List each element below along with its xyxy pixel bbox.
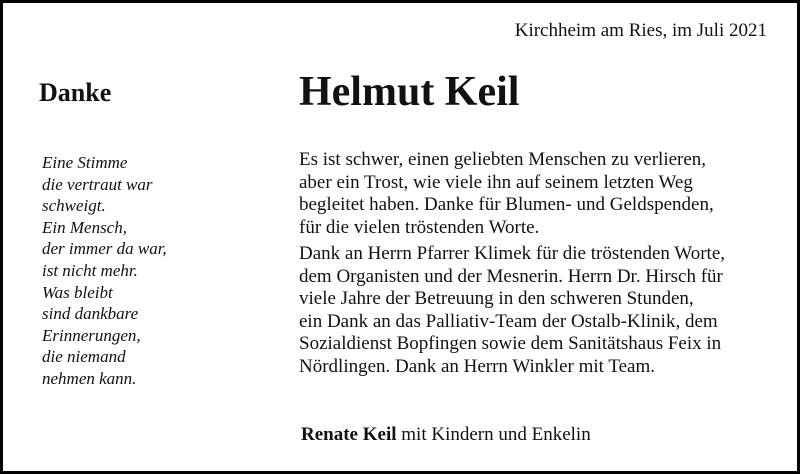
poem <box>42 152 167 390</box>
text-line: dem Organisten und der Mesnerin. Herrn Dr. Hirsch für <box>299 265 723 287</box>
poem-line: nehmen kann. <box>42 368 137 388</box>
poem-line: ist nicht mehr. <box>42 260 138 280</box>
text-line: Nördlingen. Dank an Herrn Winkler mit Team. <box>299 355 655 377</box>
text-line: aber ein Trost, wie viele ihn auf seinem letzten Weg <box>299 171 693 193</box>
deceased-name: Helmut Keil <box>299 69 520 115</box>
place-date: Kirchheim am Ries, im Juli 2021 <box>514 20 767 41</box>
paragraph-1 <box>299 149 779 239</box>
poem-line: schweigt. <box>42 196 106 216</box>
signature-rest: mit Kindern und Enkelin <box>401 424 591 445</box>
text-line: Es ist schwer, einen geliebten Menschen zu verlieren, <box>299 149 707 170</box>
poem-line: Erinnerungen, <box>42 325 141 345</box>
thanks-text <box>299 149 779 378</box>
poem-line: der immer da war, <box>42 239 167 259</box>
text-line: für die vielen tröstenden Worte. <box>299 216 540 238</box>
text-line: Sozialdienst Bopfingen sowie dem Sanitätshaus Feix in <box>299 333 722 354</box>
signature <box>301 423 591 447</box>
poem-line: sind dankbare <box>42 304 139 324</box>
signature-name: Renate Keil <box>301 424 397 445</box>
text-line: Dank an Herrn Pfarrer Klimek für die tröstenden Worte, <box>299 243 725 264</box>
poem-line: die niemand <box>42 347 126 367</box>
poem-line: Ein Mensch, <box>42 217 127 237</box>
thanks-heading: Danke <box>39 78 112 107</box>
poem-line: Was bleibt <box>42 282 113 302</box>
poem-line: die vertraut war <box>42 174 153 194</box>
text-line: begleitet haben. Danke für Blumen- und Geldspenden, <box>299 194 714 215</box>
text-line: viele Jahre der Betreuung in den schweren Stunden, <box>299 288 694 309</box>
paragraph-2 <box>299 243 779 378</box>
poem-line: Eine Stimme <box>42 153 128 172</box>
text-line: ein Dank an das Palliativ-Team der Ostalb-Klinik, dem <box>299 310 718 332</box>
